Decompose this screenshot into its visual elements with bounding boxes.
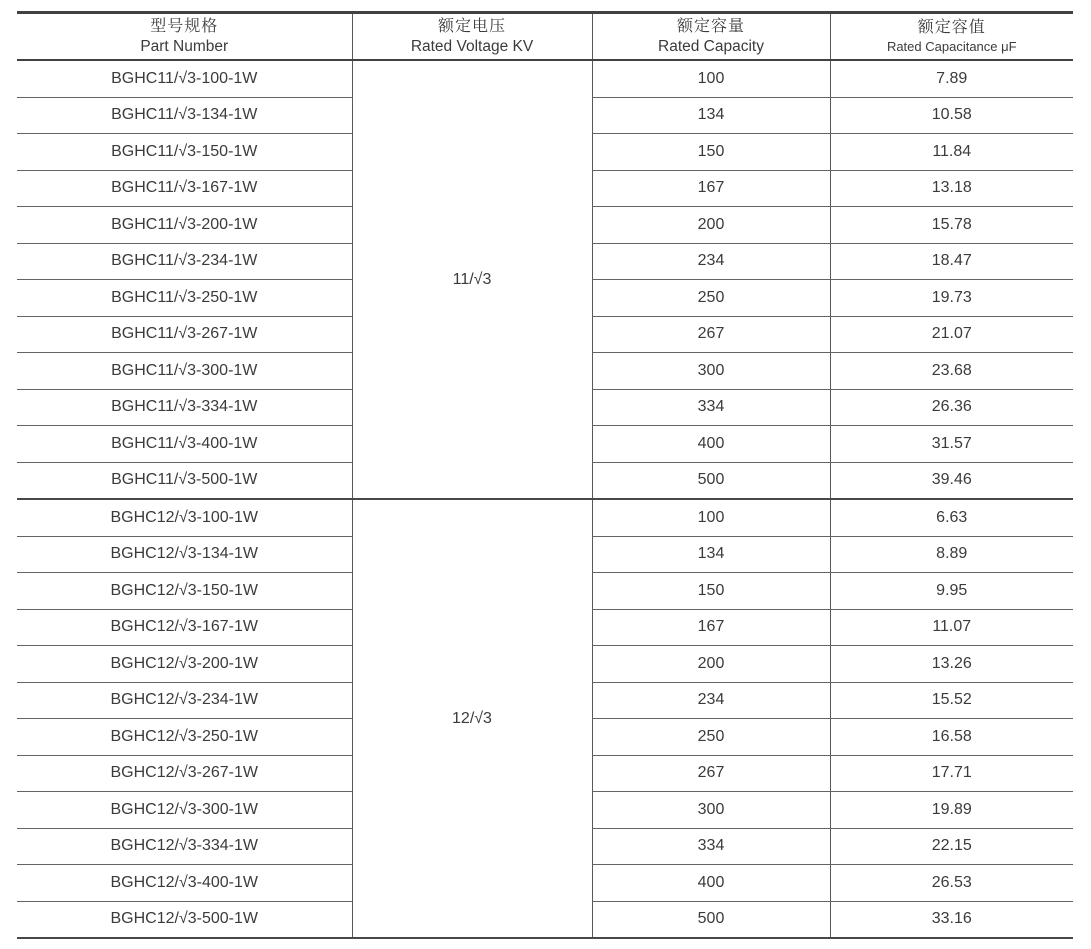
part-number-cell: BGHC11/√3-300-1W	[17, 353, 352, 390]
part-number-cell: BGHC12/√3-167-1W	[17, 609, 352, 646]
rated-capacity-cell: 400	[592, 865, 830, 902]
rated-capacitance-cell: 19.73	[830, 280, 1073, 317]
rated-capacitance-cell: 18.47	[830, 243, 1073, 280]
col-header-part-number-zh: 型号规格	[150, 18, 219, 35]
part-number-cell: BGHC11/√3-134-1W	[17, 97, 352, 134]
rated-capacity-cell: 300	[592, 792, 830, 829]
part-number-cell: BGHC11/√3-167-1W	[17, 170, 352, 207]
rated-capacitance-cell: 6.63	[830, 499, 1073, 536]
rated-capacitance-cell: 8.89	[830, 536, 1073, 573]
rated-capacity-cell: 334	[592, 828, 830, 865]
rated-capacity-cell: 134	[592, 536, 830, 573]
part-number-cell: BGHC12/√3-400-1W	[17, 865, 352, 902]
part-number-cell: BGHC12/√3-234-1W	[17, 682, 352, 719]
rated-capacity-cell: 400	[592, 426, 830, 463]
part-number-cell: BGHC11/√3-267-1W	[17, 316, 352, 353]
rated-capacitance-cell: 7.89	[830, 60, 1073, 97]
rated-capacitance-cell: 13.18	[830, 170, 1073, 207]
rated-capacitance-cell: 16.58	[830, 719, 1073, 756]
part-number-cell: BGHC11/√3-334-1W	[17, 389, 352, 426]
rated-capacitance-cell: 22.15	[830, 828, 1073, 865]
table-row	[17, 499, 1073, 536]
rated-capacity-cell: 234	[592, 243, 830, 280]
rated-capacitance-cell: 26.36	[830, 389, 1073, 426]
rated-capacitance-cell: 15.52	[830, 682, 1073, 719]
rated-capacity-cell: 150	[592, 134, 830, 171]
rated-capacitance-cell: 13.26	[830, 646, 1073, 683]
part-number-cell: BGHC12/√3-300-1W	[17, 792, 352, 829]
header-row	[17, 13, 1073, 61]
col-header-rated-capacity-zh: 额定容量	[676, 18, 745, 35]
rated-capacity-cell: 200	[592, 646, 830, 683]
spec-table	[17, 11, 1073, 939]
rated-capacity-cell: 100	[592, 499, 830, 536]
part-number-cell: BGHC12/√3-267-1W	[17, 755, 352, 792]
part-number-cell: BGHC11/√3-400-1W	[17, 426, 352, 463]
part-number-cell: BGHC12/√3-150-1W	[17, 573, 352, 610]
rated-capacity-cell: 500	[592, 901, 830, 938]
col-header-part-number	[17, 13, 352, 61]
rated-capacitance-cell: 11.84	[830, 134, 1073, 171]
part-number-cell: BGHC12/√3-250-1W	[17, 719, 352, 756]
part-number-cell: BGHC12/√3-100-1W	[17, 499, 352, 536]
rated-capacitance-cell: 39.46	[830, 462, 1073, 499]
col-header-rated-capacity-en: Rated Capacity	[658, 38, 764, 55]
rated-capacity-cell: 267	[592, 316, 830, 353]
rated-capacity-cell: 500	[592, 462, 830, 499]
table-row	[17, 60, 1073, 97]
col-header-rated-capacitance	[830, 13, 1073, 61]
part-number-cell: BGHC12/√3-334-1W	[17, 828, 352, 865]
col-header-rated-capacitance-zh: 额定容值	[917, 18, 986, 36]
part-number-cell: BGHC12/√3-134-1W	[17, 536, 352, 573]
rated-capacity-cell: 267	[592, 755, 830, 792]
table-header	[17, 13, 1073, 61]
col-header-rated-capacitance-en: Rated Capacitance μF	[886, 38, 1017, 54]
rated-capacity-cell: 134	[592, 97, 830, 134]
rated-capacity-cell: 167	[592, 609, 830, 646]
col-header-rated-voltage	[352, 13, 592, 61]
rated-capacity-cell: 250	[592, 719, 830, 756]
part-number-cell: BGHC11/√3-100-1W	[17, 60, 352, 97]
col-header-part-number-en: Part Number	[140, 38, 229, 55]
part-number-cell: BGHC12/√3-500-1W	[17, 901, 352, 938]
rated-capacitance-cell: 17.71	[830, 755, 1073, 792]
part-number-cell: BGHC12/√3-200-1W	[17, 646, 352, 683]
rated-voltage-cell: 11/√3	[352, 60, 592, 499]
rated-capacitance-cell: 9.95	[830, 573, 1073, 610]
rated-capacitance-cell: 15.78	[830, 207, 1073, 244]
rated-capacity-cell: 234	[592, 682, 830, 719]
rated-capacitance-cell: 19.89	[830, 792, 1073, 829]
part-number-cell: BGHC11/√3-500-1W	[17, 462, 352, 499]
rated-capacity-cell: 100	[592, 60, 830, 97]
rated-capacitance-cell: 26.53	[830, 865, 1073, 902]
rated-capacitance-cell: 23.68	[830, 353, 1073, 390]
rated-capacitance-cell: 33.16	[830, 901, 1073, 938]
part-number-cell: BGHC11/√3-250-1W	[17, 280, 352, 317]
col-header-rated-voltage-en: Rated Voltage KV	[410, 38, 534, 55]
rated-capacity-cell: 150	[592, 573, 830, 610]
rated-capacitance-cell: 31.57	[830, 426, 1073, 463]
rated-capacitance-cell: 10.58	[830, 97, 1073, 134]
part-number-cell: BGHC11/√3-200-1W	[17, 207, 352, 244]
part-number-cell: BGHC11/√3-234-1W	[17, 243, 352, 280]
rated-voltage-cell: 12/√3	[352, 499, 592, 938]
part-number-cell: BGHC11/√3-150-1W	[17, 134, 352, 171]
rated-capacity-cell: 334	[592, 389, 830, 426]
rated-capacity-cell: 250	[592, 280, 830, 317]
rated-capacity-cell: 200	[592, 207, 830, 244]
rated-capacitance-cell: 21.07	[830, 316, 1073, 353]
rated-capacity-cell: 167	[592, 170, 830, 207]
rated-capacity-cell: 300	[592, 353, 830, 390]
table-body	[17, 60, 1073, 938]
rated-capacitance-cell: 11.07	[830, 609, 1073, 646]
col-header-rated-capacity	[592, 13, 830, 61]
col-header-rated-voltage-zh: 额定电压	[437, 18, 506, 35]
